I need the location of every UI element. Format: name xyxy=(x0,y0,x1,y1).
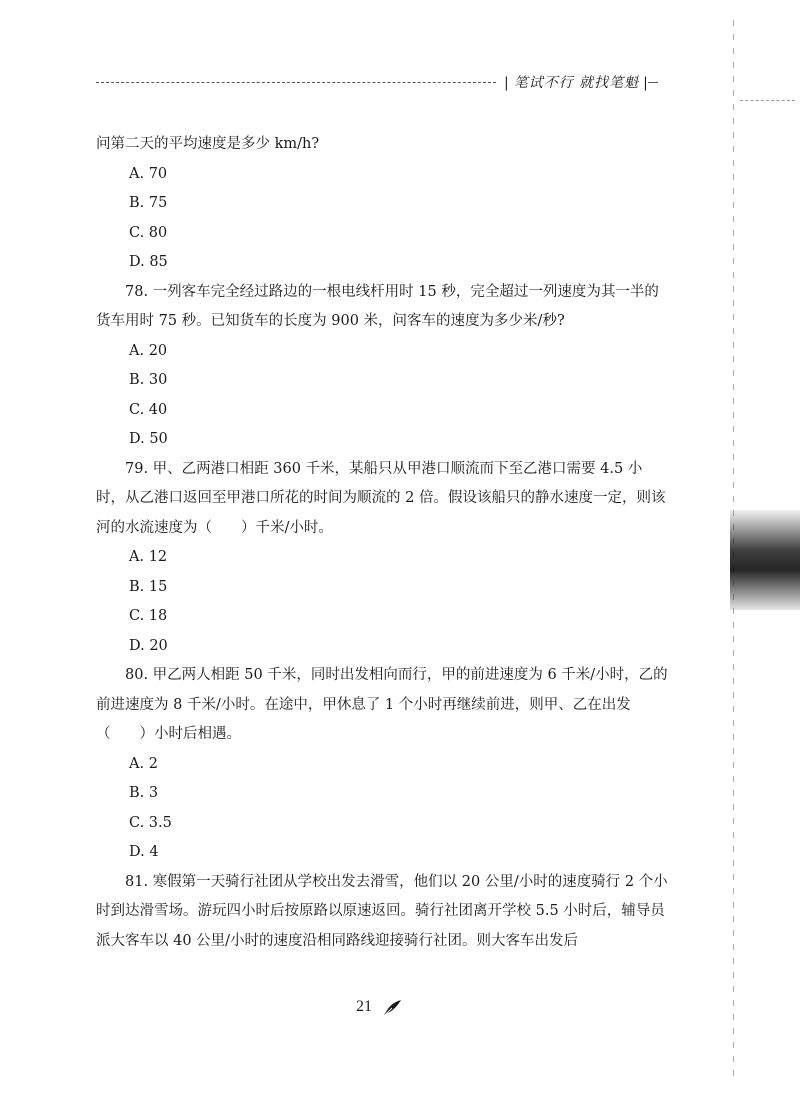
feather-pen-icon xyxy=(380,998,402,1020)
header-rule xyxy=(96,82,496,83)
option-b: B. 3 xyxy=(129,785,159,801)
option-a: A. 70 xyxy=(129,165,168,182)
question-78: 78. 一列客车完全经过路边的一根电线杆用时 15 秒，完全超过一列速度为其一半的货车用时 75 秒。已知货车的长度为 900 米，问客车的速度为多少米/秒? xyxy=(96,283,659,329)
option-c: C. 40 xyxy=(129,401,168,418)
option-b: B. 30 xyxy=(129,372,168,388)
option-b: B. 15 xyxy=(129,578,168,595)
option-a: A. 12 xyxy=(129,549,168,565)
question-81: 81. 寒假第一天骑行社团从学校出发去滑雪，他们以 20 公里/小时的速度骑行 2 个小时到达滑雪场。游玩四小时后按原路以原速返回。骑行社团离开学校 5.5 小时后，辅导员派大客车以 40 公里/小时的速度沿相同路线迎接骑行社团。则大客车出发后 xyxy=(96,873,668,949)
header-right-bar: | xyxy=(643,75,649,91)
scan-edge-shadow xyxy=(730,510,800,610)
question-79: 79. 甲、乙两港口相距 360 千米，某船只从甲港口顺流而下至乙港口需要 4.5 小时，从乙港口返回至甲港口所花的时间为顺流的 2 倍。假设该船只的静水速度一定，则该河的水流速度为（ ）千米/小时。 xyxy=(96,460,666,536)
option-b: B. 75 xyxy=(129,195,168,211)
header-slogan xyxy=(500,72,653,92)
option-c: C. 18 xyxy=(129,608,168,624)
header-left-bar: | xyxy=(504,75,510,91)
option-d: D. 4 xyxy=(129,844,159,860)
option-c: C. 80 xyxy=(129,224,168,241)
header-title: 笔试不行 就找笔魁 xyxy=(513,75,640,91)
option-a: A. 20 xyxy=(129,342,168,359)
option-a: A. 2 xyxy=(129,755,158,772)
option-d: D. 20 xyxy=(129,637,168,654)
option-d: D. 50 xyxy=(129,431,168,447)
intro-line: 问第二天的平均速度是多少 km/h? xyxy=(96,136,320,152)
option-c: C. 3.5 xyxy=(129,814,172,831)
option-d: D. 85 xyxy=(129,254,168,270)
page-content xyxy=(96,130,668,956)
header-tail-rule xyxy=(648,82,658,83)
scan-edge-dash xyxy=(740,100,795,101)
question-80: 80. 甲乙两人相距 50 千米，同时出发相向而行，甲的前进速度为 6 千米/小时，乙的前进速度为 8 千米/小时。在途中，甲休息了 1 个小时再继续前进，则甲、乙在出发（ ）小时后相遇。 xyxy=(96,667,668,742)
page-number: 21 xyxy=(356,998,372,1015)
